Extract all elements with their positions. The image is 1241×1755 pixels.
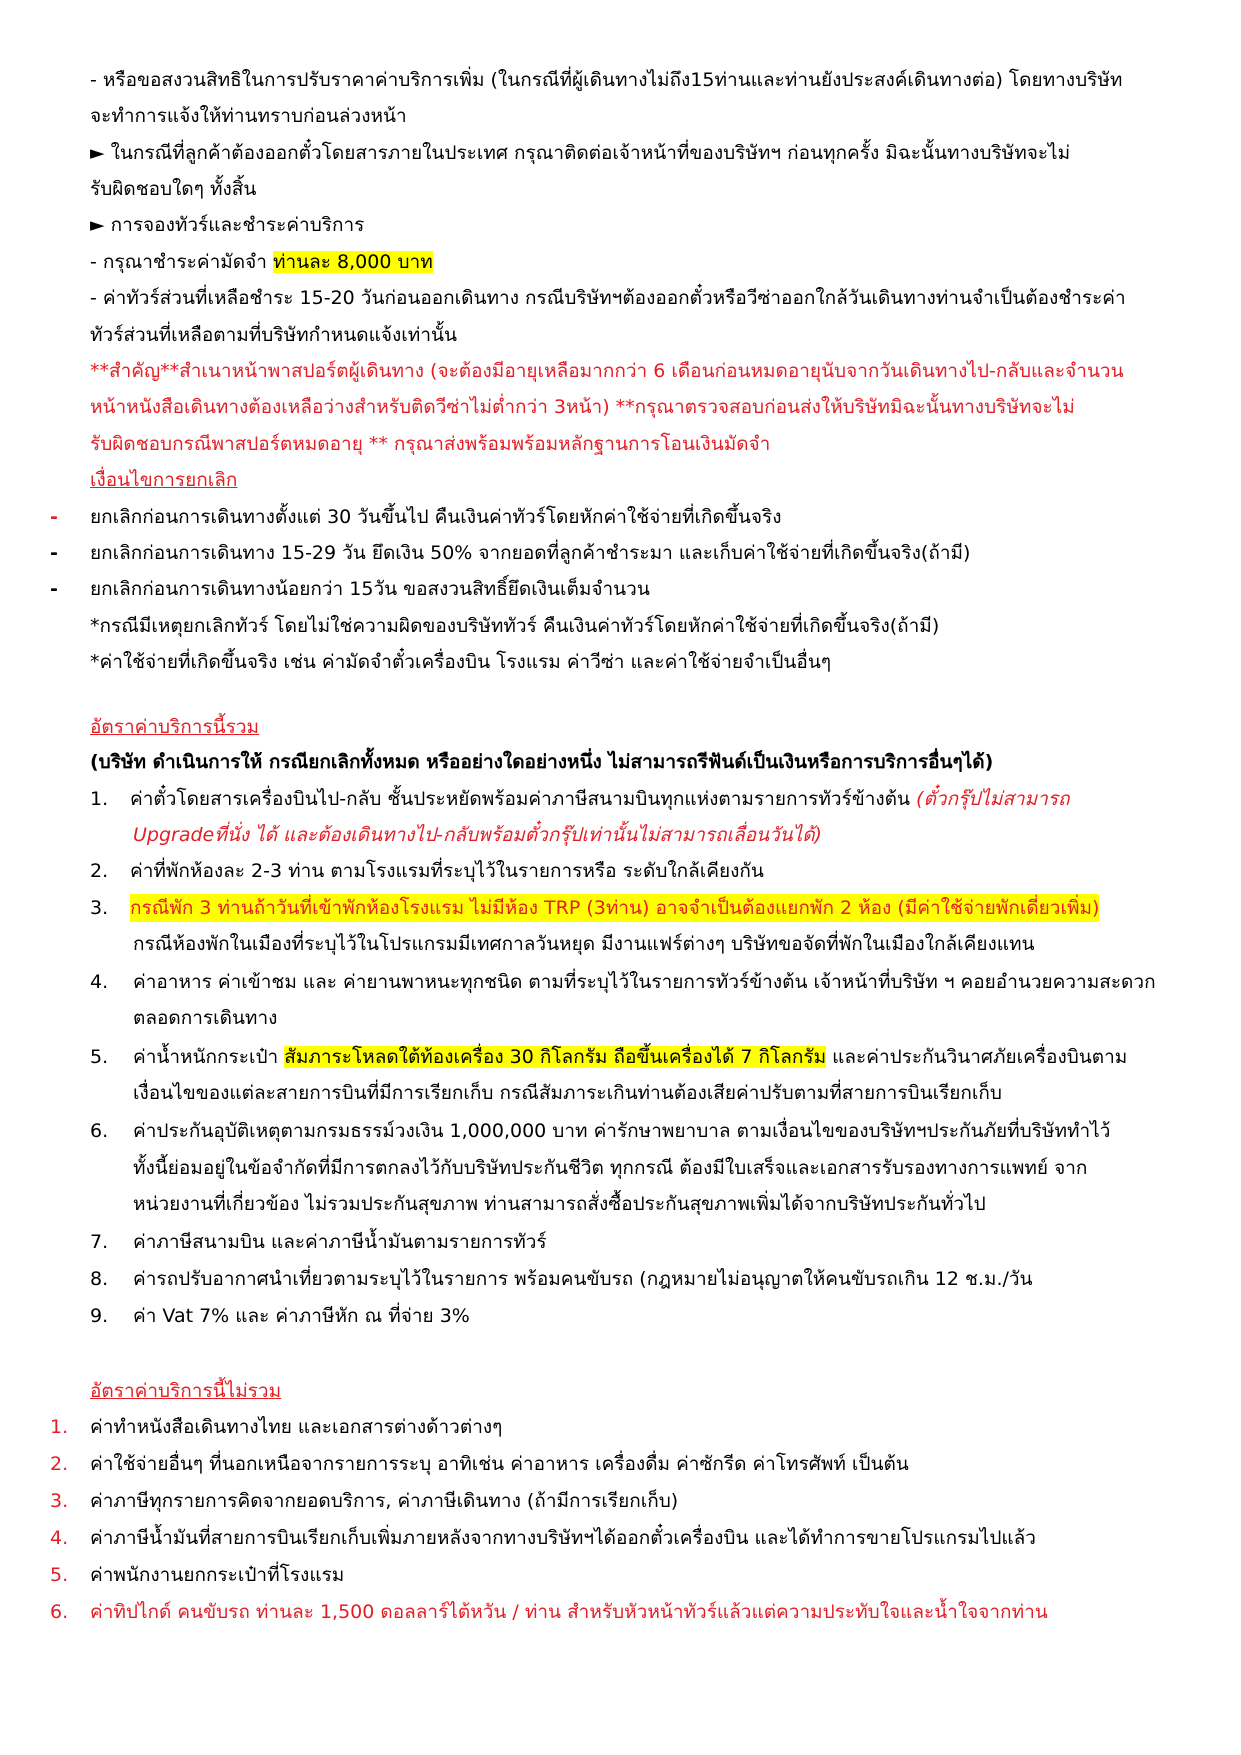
included-number: 5. <box>90 1046 109 1068</box>
included-item-2: ค่าที่พักห้องละ 2-3 ท่าน ตามโรงแรมที่ระบุไว้ในรายการหรือ ระดับใกล้เคียงกัน <box>130 860 764 882</box>
included-item-5-text: ค่าน้ำหนักกระเป๋า <box>133 1046 285 1068</box>
deposit-label: - กรุณาชำระค่ามัดจำ <box>90 251 273 273</box>
excluded-number: 2. <box>50 1453 69 1475</box>
included-item-1-note-cont: Upgradeที่นั่ง ได้ และต้องเดินทางไป-กลับพร้อมตั๋วกรุ๊ปเท่านั้นไม่สามารถเลื่อนวันได้) <box>133 824 822 846</box>
included-number: 3. <box>90 897 109 919</box>
cancel-item: ยกเลิกก่อนการเดินทาง 15-29 วัน ยึดเงิน 50% จากยอดที่ลูกค้าชำระมา และเก็บค่าใช้จ่ายที่เกิดขึ้นจริง(ถ้ามี) <box>90 542 971 564</box>
included-number: 2. <box>90 860 109 882</box>
excluded-number: 3. <box>50 1490 69 1512</box>
important-note-line-3: รับผิดชอบกรณีพาสปอร์ตหมดอายุ ** กรุณาส่งพร้อมพร้อมหลักฐานการโอนเงินมัดจำ <box>90 433 771 455</box>
included-item-3: กรณีพัก 3 ท่านถ้าวันที่เข้าพักห้องโรงแรม ไม่มีห้อง TRP (3ท่าน) อาจจำเป็นต้องแยกพัก 2 ห้อง (มีค่าใช้จ่ายพักเดี่ยวเพิ่ม) <box>130 894 1099 922</box>
excluded-item: ค่าภาษีน้ำมันที่สายการบินเรียกเก็บเพิ่มภายหลังจากทางบริษัทฯได้ออกตั๋วเครื่องบิน และได้ทำการขายโปรแกรมไปแล้ว <box>90 1527 1036 1549</box>
cancel-bullet: - <box>50 578 58 600</box>
included-number: 4. <box>90 971 109 993</box>
excluded-item: ค่าใช้จ่ายอื่นๆ ที่นอกเหนือจากรายการระบุ อาทิเช่น ค่าอาหาร เครื่องดื่ม ค่าซักรีด ค่าโทรศัพท์ เป็นต้น <box>90 1453 909 1475</box>
included-item-5-cont: เงื่อนไขของแต่ละสายการบินที่มีการเรียกเก็บ กรณีสัมภาระเกินท่านต้องเสียค่าปรับตามที่สายการบินเรียกเก็บ <box>133 1082 1002 1104</box>
cancel-note-1: *กรณีมีเหตุยกเลิกทัวร์ โดยไม่ใช่ความผิดของบริษัททัวร์ คืนเงินค่าทัวร์โดยหักค่าใช้จ่ายที่เกิดขึ้นจริง(ถ้ามี) <box>90 615 940 637</box>
excluded-heading: อัตราค่าบริการนี้ไม่รวม <box>90 1380 282 1402</box>
excluded-item: ค่าภาษีทุกรายการคิดจากยอดบริการ, ค่าภาษีเดินทาง (ถ้ามีการเรียกเก็บ) <box>90 1490 679 1512</box>
intro-line-1: - หรือขอสงวนสิทธิในการปรับราคาค่าบริการเพิ่ม (ในกรณีที่ผู้เดินทางไม่ถึง15ท่านและท่านยังประสงค์เดินทางต่อ) โดยทางบริษัท <box>90 69 1123 91</box>
intro-line-8: ทัวร์ส่วนที่เหลือตามที่บริษัทกำหนดแจ้งเท่านั้น <box>90 324 457 346</box>
included-number: 6. <box>90 1120 109 1142</box>
excluded-number: 4. <box>50 1527 69 1549</box>
included-item-5 <box>133 1043 1127 1071</box>
excluded-number: 1. <box>50 1416 69 1438</box>
excluded-item: ค่าทำหนังสือเดินทางไทย และเอกสารต่างด้าวต่างๆ <box>90 1416 503 1438</box>
intro-line-4: รับผิดชอบใดๆ ทั้งสิ้น <box>90 178 257 200</box>
cancel-item: ยกเลิกก่อนการเดินทางตั้งแต่ 30 วันขึ้นไป คืนเงินค่าทัวร์โดยหักค่าใช้จ่ายที่เกิดขึ้นจริง <box>90 506 782 528</box>
intro-line-3: ► ในกรณีที่ลูกค้าต้องออกตั๋วโดยสารภายในประเทศ กรุณาติดต่อเจ้าหน้าที่ของบริษัทฯ ก่อนทุกครั้ง มิฉะนั้นทางบริษัทจะไม่ <box>90 142 1071 164</box>
excluded-number: 5. <box>50 1564 69 1586</box>
included-number: 1. <box>90 788 109 810</box>
included-item-1-note: (ตั๋วกรุ๊ปไม่สามารถ <box>916 788 1070 810</box>
included-item-9: ค่า Vat 7% และ ค่าภาษีหัก ณ ที่จ่าย 3% <box>133 1305 470 1327</box>
included-item-1-text: ค่าตั๋วโดยสารเครื่องบินไป-กลับ ชั้นประหยัดพร้อมค่าภาษีสนามบินทุกแห่งตามรายการทัวร์ข้างต้น <box>130 788 917 810</box>
included-item-1 <box>130 785 1070 813</box>
deposit-line <box>90 248 433 276</box>
important-note-line-1: **สำคัญ**สำเนาหน้าพาสปอร์ตผู้เดินทาง (จะต้องมีอายุเหลือมากกว่า 6 เดือนก่อนหมดอายุนับจากวันเดินทางไป-กลับและจำนวน <box>90 360 1124 382</box>
intro-line-7: - ค่าทัวร์ส่วนที่เหลือชำระ 15-20 วันก่อนออกเดินทาง กรณีบริษัทฯต้องออกตั๋วหรือวีซ่าออกใกล้วันเดินทางท่านจำเป็นต้องชำระค่า <box>90 287 1126 309</box>
intro-line-5: ► การจองทัวร์และชำระค่าบริการ <box>90 214 365 236</box>
included-item-7: ค่าภาษีสนามบิน และค่าภาษีน้ำมันตามรายการทัวร์ <box>133 1231 547 1253</box>
included-item-3-cont: กรณีห้องพักในเมืองที่ระบุไว้ในโปรแกรมมีเทศกาลวันหยุด มีงานแฟร์ต่างๆ บริษัทขอจัดที่พักในเมืองใกล้เคียงแทน <box>133 933 1035 955</box>
cancel-heading: เงื่อนไขการยกเลิก <box>90 469 238 491</box>
cancel-bullet: - <box>50 506 58 528</box>
included-item-6-cont-1: ทั้งนี้ย่อมอยู่ในข้อจำกัดที่มีการตกลงไว้กับบริษัทประกันชีวิต ทุกกรณี ต้องมีใบเสร็จและเอกสารรับรองทางการแพทย์ จาก <box>133 1157 1088 1179</box>
intro-line-2: จะทำการแจ้งให้ท่านทราบก่อนล่วงหน้า <box>90 105 407 127</box>
excluded-item: ค่าพนักงานยกกระเป๋าที่โรงแรม <box>90 1564 345 1586</box>
important-note-line-2: หน้าหนังสือเดินทางต้องเหลือว่างสำหรับติดวีซ่าไม่ต่ำกว่า 3หน้า) **กรุณาตรวจสอบก่อนส่งให้บริษัทมิฉะนั้นทางบริษัทจะไม่ <box>90 396 1075 418</box>
included-subheading: (บริษัท ดำเนินการให้ กรณียกเลิกทั้งหมด หรืออย่างใดอย่างหนึ่ง ไม่สามารถรีฟันด์เป็นเงินหรือการบริการอื่นๆได้) <box>90 751 994 773</box>
included-item-4-cont: ตลอดการเดินทาง <box>133 1007 278 1029</box>
included-number: 9. <box>90 1305 109 1327</box>
included-item-6: ค่าประกันอุบัติเหตุตามกรมธรรม์วงเงิน 1,000,000 บาท ค่ารักษาพยาบาล ตามเงื่อนไขของบริษัทฯประกันภัยที่บริษัททำไว้ <box>133 1120 1111 1142</box>
excluded-number: 6. <box>50 1601 69 1623</box>
cancel-note-2: *ค่าใช้จ่ายที่เกิดขึ้นจริง เช่น ค่ามัดจำตั๋วเครื่องบิน โรงแรม ค่าวีซ่า และค่าใช้จ่ายจำเป็นอื่นๆ <box>90 651 832 673</box>
baggage-allowance: สัมภาระโหลดใต้ท้องเครื่อง 30 กิโลกรัม ถือขึ้นเครื่องได้ 7 กิโลกรัม <box>284 1046 827 1068</box>
included-heading: อัตราค่าบริการนี้รวม <box>90 716 260 738</box>
deposit-amount: ท่านละ 8,000 บาท <box>272 251 433 273</box>
excluded-item: ค่าทิปไกด์ คนขับรถ ท่านละ 1,500 ดอลลาร์ไต้หวัน / ท่าน สำหรับหัวหน้าทัวร์แล้วแต่ความประทับใจและน้ำใจจากท่าน <box>90 1601 1048 1623</box>
included-item-8: ค่ารถปรับอากาศนำเที่ยวตามระบุไว้ในรายการ พร้อมคนขับรถ (กฎหมายไม่อนุญาตให้คนขับรถเกิน 12 ช.ม./วัน <box>133 1268 1033 1290</box>
cancel-bullet: - <box>50 542 58 564</box>
included-item-6-cont-2: หน่วยงานที่เกี่ยวข้อง ไม่รวมประกันสุขภาพ ท่านสามารถสั่งซื้อประกันสุขภาพเพิ่มได้จากบริษัทประกันทั่วไป <box>133 1193 986 1215</box>
included-item-4: ค่าอาหาร ค่าเข้าชม และ ค่ายานพาหนะทุกชนิด ตามที่ระบุไว้ในรายการทัวร์ข้างต้น เจ้าหน้าที่บริษัท ฯ คอยอำนวยความสะดวก <box>133 971 1156 993</box>
cancel-item: ยกเลิกก่อนการเดินทางน้อยกว่า 15วัน ขอสงวนสิทธิ์ยึดเงินเต็มจำนวน <box>90 578 650 600</box>
included-number: 8. <box>90 1268 109 1290</box>
included-item-5-tail: และค่าประกันวินาศภัยเครื่องบินตาม <box>826 1046 1128 1068</box>
included-number: 7. <box>90 1231 109 1253</box>
